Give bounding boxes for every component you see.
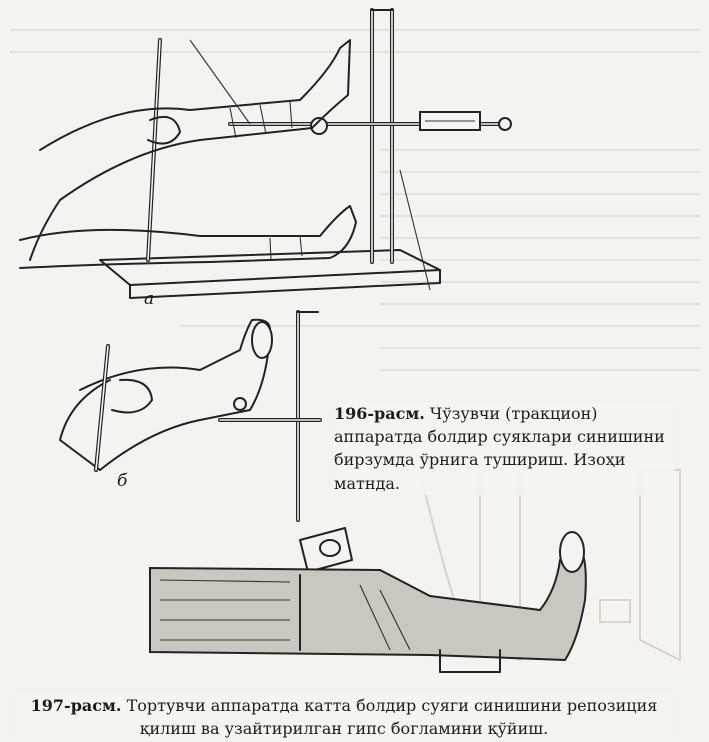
figure-197-text: Тортувчи аппаратда катта болдир суяги синишини репозиция қилиш ва узайтирилган гипс богламини қўйиш. — [126, 696, 658, 739]
figure-196-caption — [334, 402, 674, 495]
figure-196-text: Чўзувчи (тракцион) аппаратда болдир суяклари синишини бирзумда ўрнига тушириш. Изоҳи матнда. — [334, 404, 665, 493]
figure-letter-b: б — [117, 471, 128, 491]
figure-letter-a: а — [144, 289, 155, 309]
figure-196-number: 196-расм. — [334, 404, 425, 423]
figure-197-number: 197-расм. — [30, 696, 122, 715]
figure-197-caption — [14, 694, 674, 740]
